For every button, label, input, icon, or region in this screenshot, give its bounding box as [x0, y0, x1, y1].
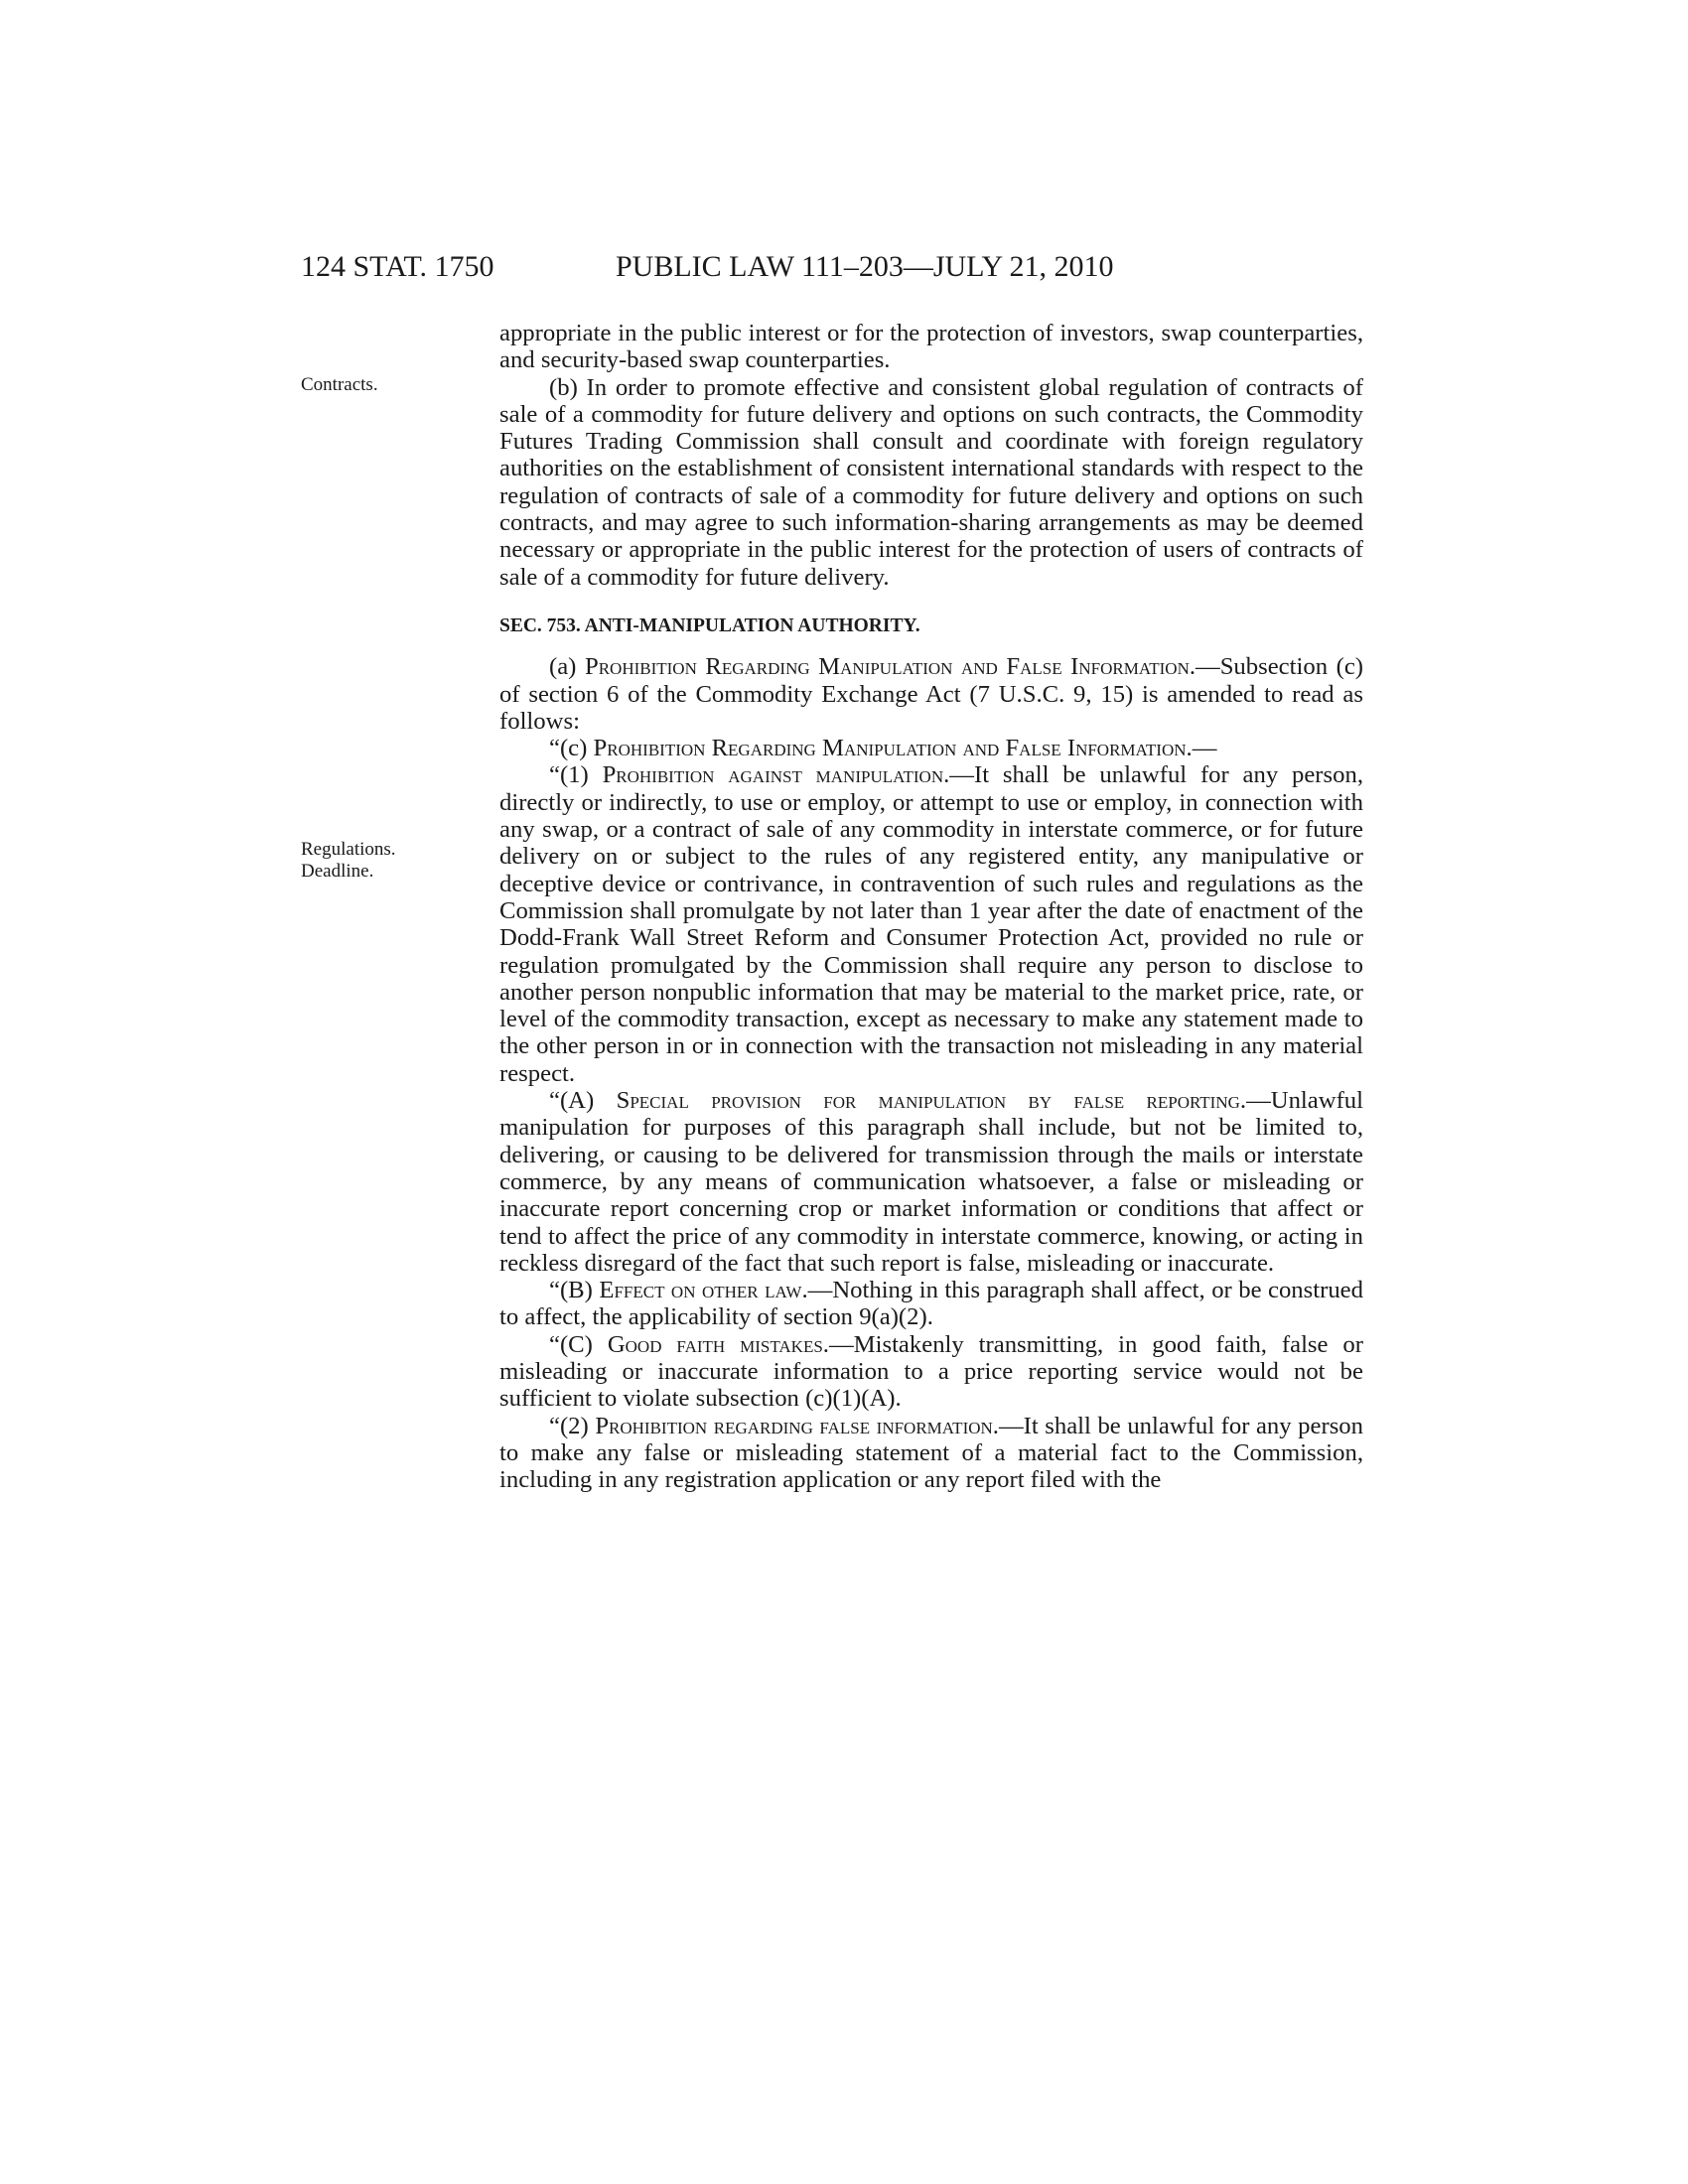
paragraph-2-label: “(2) — [549, 1412, 589, 1439]
subsection-a-label: (a) — [549, 653, 577, 681]
paragraph-1-label: “(1) — [549, 761, 589, 789]
paragraph-1-heading: Prohibition against manipulation. — [602, 761, 950, 789]
subparagraph-b — [499, 1277, 1363, 1331]
margin-note-contracts: Contracts. — [301, 374, 378, 395]
margin-note-regulations: Regulations. — [301, 839, 396, 860]
running-header-title: PUBLIC LAW 111–203—JULY 21, 2010 — [616, 250, 1114, 283]
document-body — [499, 320, 1363, 1493]
subsection-a — [499, 653, 1363, 735]
subparagraph-c — [499, 1331, 1363, 1413]
paragraph-continued: appropriate in the public interest or for the protection of investors, swap counterparties, and security-based swap counterparties. — [499, 320, 1363, 374]
paragraph-2-text: —It shall be unlawful for any person to make any false or misleading statement of a material fact to the Commission, including in any registration application or any report filed with the — [499, 1412, 1363, 1494]
section-heading: SEC. 753. ANTI-MANIPULATION AUTHORITY. — [499, 614, 920, 636]
subsection-c-label: “(c) — [549, 735, 588, 762]
paragraph-1 — [499, 761, 1363, 1087]
subparagraph-b-label: “(B) — [549, 1277, 593, 1304]
page-reference: 124 STAT. 1750 — [301, 250, 494, 283]
paragraph-2 — [499, 1413, 1363, 1494]
subparagraph-b-text: —Nothing in this paragraph shall affect, or be construed to affect, the applicability of section 9(a)(2). — [499, 1277, 1363, 1331]
subsection-a-text: —Subsection (c) of section 6 of the Commodity Exchange Act (7 U.S.C. 9, 15) is amended to read as follows: — [499, 653, 1363, 735]
subparagraph-b-heading: Effect on other law. — [599, 1277, 808, 1304]
subsection-c-heading: Prohibition Regarding Manipulation and False Information. — [593, 735, 1193, 762]
quoted-subsection-c — [499, 735, 1363, 761]
subsection-a-heading: Prohibition Regarding Manipulation and False Information. — [584, 653, 1196, 681]
subparagraph-a-text: —Unlawful manipulation for purposes of this paragraph shall include, but not be limited to, delivering, or causing to be delivered for transmission through the mails or interstate commerce, by any means of communication whatsoever, a false or misleading or inaccurate report concerning crop or market information or conditions that affect or tend to affect the price of any commodity in interstate commerce, knowing, or acting in reckless disregard of the fact that such report is false, misleading or inaccurate. — [499, 1087, 1363, 1277]
paragraph-2-heading: Prohibition regarding false information. — [595, 1412, 999, 1439]
subparagraph-a — [499, 1087, 1363, 1277]
paragraph-b: (b) In order to promote effective and consistent global regulation of contracts of sale of a commodity for future delivery and options on such contracts, the Commodity Futures Trading Commission shall consult and coordinate with foreign regulatory authorities on the establishment of consistent international standards with respect to the regulation of contracts of sale of a commodity for future delivery and options on such contracts, and may agree to such information-sharing arrangements as may be deemed necessary or appropriate in the public interest for the protection of users of contracts of sale of a commodity for future delivery. — [499, 373, 1363, 591]
subparagraph-a-heading: Special provision for manipulation by false reporting. — [616, 1087, 1247, 1115]
margin-note-deadline: Deadline. — [301, 861, 374, 882]
subparagraph-c-text: —Mistakenly transmitting, in good faith, false or misleading or inaccurate information to a price reporting service would not be sufficient to violate subsection (c)(1)(A). — [499, 1330, 1363, 1413]
paragraph-1-text: —It shall be unlawful for any person, directly or indirectly, to use or employ, or attempt to use or employ, in connection with any swap, or a contract of sale of any commodity in interstate commerce, or for future delivery on or subject to the rules of any registered entity, any manipulative or deceptive device or contrivance, in contravention of such rules and regulations as the Commission shall promulgate by not later than 1 year after the date of enactment of the Dodd-Frank Wall Street Reform and Consumer Protection Act, provided no rule or regulation promulgated by the Commission shall require any person to disclose to another person nonpublic information that may be material to the market price, rate, or level of the commodity transaction, except as necessary to make any statement made to the other person in or in connection with the transaction not misleading in any material respect. — [499, 761, 1363, 1087]
subparagraph-a-label: “(A) — [549, 1087, 595, 1115]
subparagraph-c-heading: Good faith mistakes. — [607, 1330, 829, 1358]
subparagraph-c-label: “(C) — [549, 1330, 593, 1358]
subsection-c-dash: — — [1192, 735, 1217, 762]
